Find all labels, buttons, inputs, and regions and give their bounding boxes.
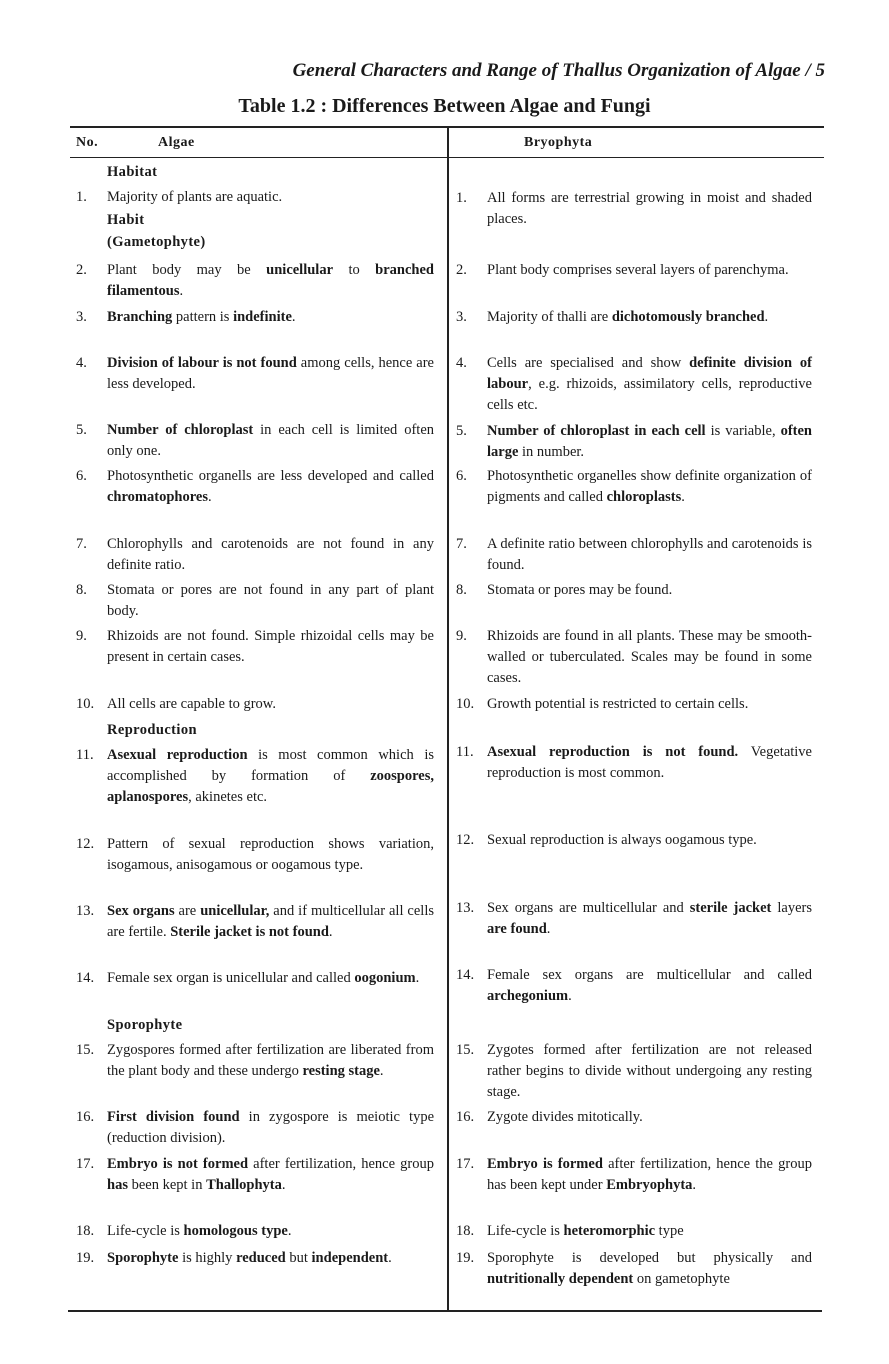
text-segment: Zygote divides mitotically. (487, 1109, 643, 1125)
cell-algae-16 (76, 1107, 434, 1149)
cell-bryophyta-6 (456, 466, 812, 508)
row-number: 11. (76, 747, 94, 763)
row-number: 6. (456, 468, 467, 484)
row-text (107, 834, 434, 876)
row-text (107, 1221, 434, 1242)
text-segment: Female sex organ is unicellular and called (107, 970, 355, 986)
bold-term: Asexual reproduction is not found. (487, 744, 739, 760)
row-number: 16. (456, 1109, 475, 1125)
cell-bryophyta-5 (456, 421, 812, 463)
row-text (107, 1248, 434, 1269)
text-segment: . (287, 1223, 292, 1239)
cell-algae-3 (76, 307, 434, 328)
row-number: 2. (456, 262, 467, 278)
text-segment: Sporophyte is developed but phy (487, 1250, 736, 1266)
row-text (487, 898, 812, 940)
row-number: 13. (456, 900, 475, 916)
row-text (107, 260, 434, 302)
column-divider (447, 126, 449, 1311)
text-segment: A definite ratio between chlorophylls and carotenoids is found. (487, 536, 812, 573)
text-segment: and if multicellular all cells are fertile. (107, 903, 434, 940)
bold-term: unicellular (266, 262, 334, 278)
text-segment: Zygotes formed after fertilization are not released rather begins to divide without undergoing any resting stage. (487, 1042, 812, 1100)
text-segment: Cells are specialised and show (487, 355, 690, 371)
text-segment: . (415, 970, 420, 986)
row-text (107, 353, 434, 395)
row-text (107, 1154, 434, 1196)
row-text (107, 1107, 434, 1149)
row-text (487, 1154, 812, 1196)
subhead-reproduction: Reproduction (107, 722, 197, 738)
row-text (487, 466, 812, 508)
bold-term: definite division of labour (487, 355, 813, 392)
bold-term: branched filamentous (107, 262, 434, 299)
cell-algae-2 (76, 260, 434, 302)
text-segment: in zygospore is meiotic type (reduction division). (107, 1109, 434, 1146)
cell-bryophyta-11 (456, 742, 812, 784)
row-number: 15. (456, 1042, 475, 1058)
bold-term: nutritionally dependent (487, 1271, 634, 1287)
row-number: 10. (456, 696, 475, 712)
bold-term: chloroplasts (606, 489, 682, 505)
text-segment: All forms are terrestrial growing in moist and shaded places. (487, 190, 812, 227)
cell-bryophyta-10 (456, 694, 812, 715)
text-segment: is most common which is accomplished by formation of (107, 747, 434, 784)
text-segment: . (291, 309, 296, 325)
row-number: 4. (456, 355, 467, 371)
bold-term: Embryo is not formed (107, 1156, 249, 1172)
row-number: 16. (76, 1109, 95, 1125)
text-segment: on gametophyte (633, 1271, 730, 1287)
text-segment: . (568, 988, 572, 1004)
text-segment: . (388, 1250, 392, 1266)
cell-algae-4 (76, 353, 434, 395)
text-segment: to (333, 262, 376, 278)
text-segment: is highly (178, 1250, 237, 1266)
row-number: 14. (76, 970, 95, 986)
row-number: 5. (76, 422, 87, 438)
cell-algae-10 (76, 694, 434, 715)
cell-algae-1 (76, 187, 434, 208)
text-segment: in number. (518, 444, 585, 460)
row-number: 8. (456, 582, 467, 598)
row-text (487, 353, 812, 416)
cell-bryophyta-13 (456, 898, 812, 940)
table-title: Table 1.2 : Differences Between Algae and Fungi (238, 95, 651, 117)
row-text (487, 1040, 812, 1103)
cell-algae-13 (76, 901, 434, 943)
text-segment: Zygospores formed after fertilization are liberated from the plant body and these undergo (107, 1042, 434, 1079)
subhead-sporophyte: Sporophyte (107, 1017, 183, 1033)
row-number: 11. (456, 744, 474, 760)
row-text (107, 534, 434, 576)
text-segment: Stomata or pores may be found. (487, 582, 673, 598)
row-text (487, 534, 812, 576)
row-text (487, 694, 812, 715)
text-segment: . (692, 1177, 697, 1193)
bold-term: archegonium (487, 988, 569, 1004)
row-text (107, 466, 434, 508)
text-segment: Life-cycle is (107, 1223, 184, 1239)
text-segment: after fertilization, hence group (248, 1156, 434, 1172)
text-segment: . (179, 283, 184, 299)
cell-bryophyta-14 (456, 965, 812, 1007)
cell-bryophyta-7 (456, 534, 812, 576)
text-segment: . (328, 924, 333, 940)
row-text (487, 830, 812, 851)
bold-term: Sex organs (107, 903, 175, 919)
text-segment: sically and (735, 1250, 812, 1266)
row-number: 13. (76, 903, 95, 919)
bold-term: are found (487, 921, 547, 937)
text-segment: Majority of plants are aquatic. (107, 189, 283, 205)
column-header-no: No. (76, 135, 99, 150)
row-number: 4. (76, 355, 87, 371)
cell-bryophyta-15 (456, 1040, 812, 1103)
text-segment: among cells, hence are less developed. (107, 355, 434, 392)
column-header-bryophyta: Bryophyta (524, 135, 593, 150)
cell-bryophyta-2 (456, 260, 812, 281)
bold-term: zoospores, aplanospores (107, 768, 434, 805)
row-number: 7. (456, 536, 467, 552)
text-segment: . (207, 489, 212, 505)
bold-term: sterile jacket (689, 900, 772, 916)
text-segment: Female sex organs are multicellular and called (487, 967, 812, 983)
row-number: 17. (76, 1156, 95, 1172)
row-number: 15. (76, 1042, 95, 1058)
bold-term: Number of chloroplast in each cell (487, 423, 706, 439)
bold-term: dichotomously branched (611, 309, 765, 325)
subhead-habit: Habit (107, 212, 145, 228)
bold-term: often large (487, 423, 812, 460)
row-text (487, 260, 812, 281)
text-segment: Photosynthetic organells are less developed and called (107, 468, 434, 484)
text-segment: Stomata or pores are not found in any part of plant body. (107, 582, 434, 619)
bold-term: homologous type (183, 1223, 288, 1239)
bold-term: oogonium (354, 970, 416, 986)
bold-term: has (107, 1177, 128, 1193)
row-number: 19. (76, 1250, 95, 1266)
text-segment: . (764, 309, 769, 325)
row-text (107, 694, 434, 715)
cell-bryophyta-16 (456, 1107, 812, 1128)
row-number: 6. (76, 468, 87, 484)
text-segment: pattern is (172, 309, 234, 325)
cell-bryophyta-8 (456, 580, 812, 601)
cell-bryophyta-19 (456, 1248, 812, 1290)
bold-term: Sterile jacket is not found (170, 924, 329, 940)
cell-bryophyta-17 (456, 1154, 812, 1196)
text-segment: , e.g. rhizoids, assimilatory cells, reproductive cells etc. (487, 376, 812, 413)
row-text (107, 187, 434, 208)
text-segment: in each cell is limited often only one. (107, 422, 434, 459)
row-number: 1. (456, 190, 467, 206)
cell-algae-12 (76, 834, 434, 876)
row-text (107, 745, 434, 808)
text-segment: Sexual reproduction is always oogamous type. (487, 832, 757, 848)
bold-term: reduced (236, 1250, 286, 1266)
cell-algae-9 (76, 626, 434, 668)
row-number: 12. (76, 836, 95, 852)
cell-bryophyta-12 (456, 830, 812, 851)
text-segment: is variable, (705, 423, 781, 439)
cell-algae-18 (76, 1221, 434, 1242)
row-number: 7. (76, 536, 87, 552)
row-number: 17. (456, 1156, 475, 1172)
bold-term: independent (311, 1250, 389, 1266)
row-number: 8. (76, 582, 87, 598)
row-text (107, 420, 434, 462)
row-text (487, 580, 812, 601)
row-number: 12. (456, 832, 475, 848)
bold-term: Branching (107, 309, 173, 325)
table-bottom-rule (68, 1310, 822, 1312)
text-segment: Pattern of sexual reproduction shows variation, isogamous, anisogamous or oogamous type. (107, 836, 434, 873)
row-number: 5. (456, 423, 467, 439)
text-segment: Rhizoids are found in all plants. These may be smooth-walled or tuberculated. Scales may be found in some cases. (487, 628, 812, 686)
bold-term: First division found (107, 1109, 240, 1125)
row-number: 14. (456, 967, 475, 983)
cell-algae-5 (76, 420, 434, 462)
subhead-habitat: Habitat (107, 164, 158, 180)
row-number: 18. (76, 1223, 95, 1239)
text-segment: Rhizoids are not found. Simple rhizoidal cells may be present in certain cases. (107, 628, 434, 665)
text-segment: but (285, 1250, 312, 1266)
column-header-algae: Algae (158, 135, 195, 150)
text-segment: , akinetes etc. (188, 789, 268, 805)
cell-algae-7 (76, 534, 434, 576)
text-segment: . (681, 489, 685, 505)
row-text (487, 742, 812, 784)
row-text (487, 307, 812, 328)
row-text (487, 1221, 812, 1242)
row-number: 19. (456, 1250, 475, 1266)
bold-term: heteromorphic (563, 1223, 656, 1239)
row-text (107, 580, 434, 622)
row-number: 10. (76, 696, 95, 712)
row-number: 18. (456, 1223, 475, 1239)
row-text (107, 307, 434, 328)
text-segment: . (379, 1063, 384, 1079)
text-segment: Sex organs are multicellular and (487, 900, 690, 916)
text-segment: Life-cycle is (487, 1223, 564, 1239)
bold-term: unicellular, (200, 903, 270, 919)
cell-algae-17 (76, 1154, 434, 1196)
cell-algae-11 (76, 745, 434, 808)
cell-bryophyta-18 (456, 1221, 812, 1242)
text-segment: are (174, 903, 201, 919)
row-text (107, 968, 434, 989)
cell-algae-8 (76, 580, 434, 622)
cell-algae-15 (76, 1040, 434, 1082)
cell-bryophyta-4 (456, 353, 812, 416)
row-text (487, 626, 812, 689)
cell-algae-19 (76, 1248, 434, 1269)
text-segment: Photosynthetic organelles show definite organization of pigments and called (487, 468, 812, 505)
text-segment: after fertilization, hence the group has been kept under (487, 1156, 812, 1193)
row-text (107, 626, 434, 668)
text-segment: Majority of thalli are (487, 309, 612, 325)
row-text (487, 1248, 812, 1290)
bold-term: Asexual reproduction (107, 747, 248, 763)
bold-term: indefinite (233, 309, 292, 325)
text-segment: type (655, 1223, 684, 1239)
text-segment: layers (771, 900, 812, 916)
row-number: 9. (76, 628, 87, 644)
text-segment: Plant body comprises several layers of parenchyma. (487, 262, 789, 278)
row-number: 3. (76, 309, 87, 325)
row-number: 3. (456, 309, 467, 325)
text-segment: been kept in (127, 1177, 207, 1193)
text-segment: Plant body may be (107, 262, 267, 278)
bold-term: resting stage (302, 1063, 380, 1079)
bold-term: Thallophyta (206, 1177, 282, 1193)
row-text (107, 1040, 434, 1082)
text-segment: All cells are capable to grow. (107, 696, 276, 712)
cell-bryophyta-9 (456, 626, 812, 689)
row-text (487, 1107, 812, 1128)
row-number: 2. (76, 262, 87, 278)
bold-term: Division of labour is not found (107, 355, 297, 371)
bold-term: Sporophyte (107, 1250, 179, 1266)
bold-term: chromatophores (107, 489, 208, 505)
cell-algae-14 (76, 968, 434, 989)
row-text (107, 901, 434, 943)
cell-bryophyta-1 (456, 188, 812, 230)
bold-term: Number of chloroplast (107, 422, 254, 438)
bold-term: Embryophyta (606, 1177, 693, 1193)
bold-term: Embryo is formed (487, 1156, 603, 1172)
subhead-gametophyte: (Gametophyte) (107, 234, 206, 250)
row-text (487, 965, 812, 1007)
row-number: 9. (456, 628, 467, 644)
cell-bryophyta-3 (456, 307, 812, 328)
text-segment: . (546, 921, 551, 937)
row-text (487, 421, 812, 463)
row-number: 1. (76, 189, 87, 205)
cell-algae-6 (76, 466, 434, 508)
text-segment: . (281, 1177, 286, 1193)
text-segment: Growth potential is restricted to certain cells. (487, 696, 749, 712)
text-segment: Chlorophylls and carotenoids are not found in any definite ratio. (107, 536, 434, 573)
page-header: General Characters and Range of Thallus Organization of Algae / 5 (292, 60, 825, 81)
text-segment: Vegetative reproduction is most common. (487, 744, 812, 781)
row-text (487, 188, 812, 230)
